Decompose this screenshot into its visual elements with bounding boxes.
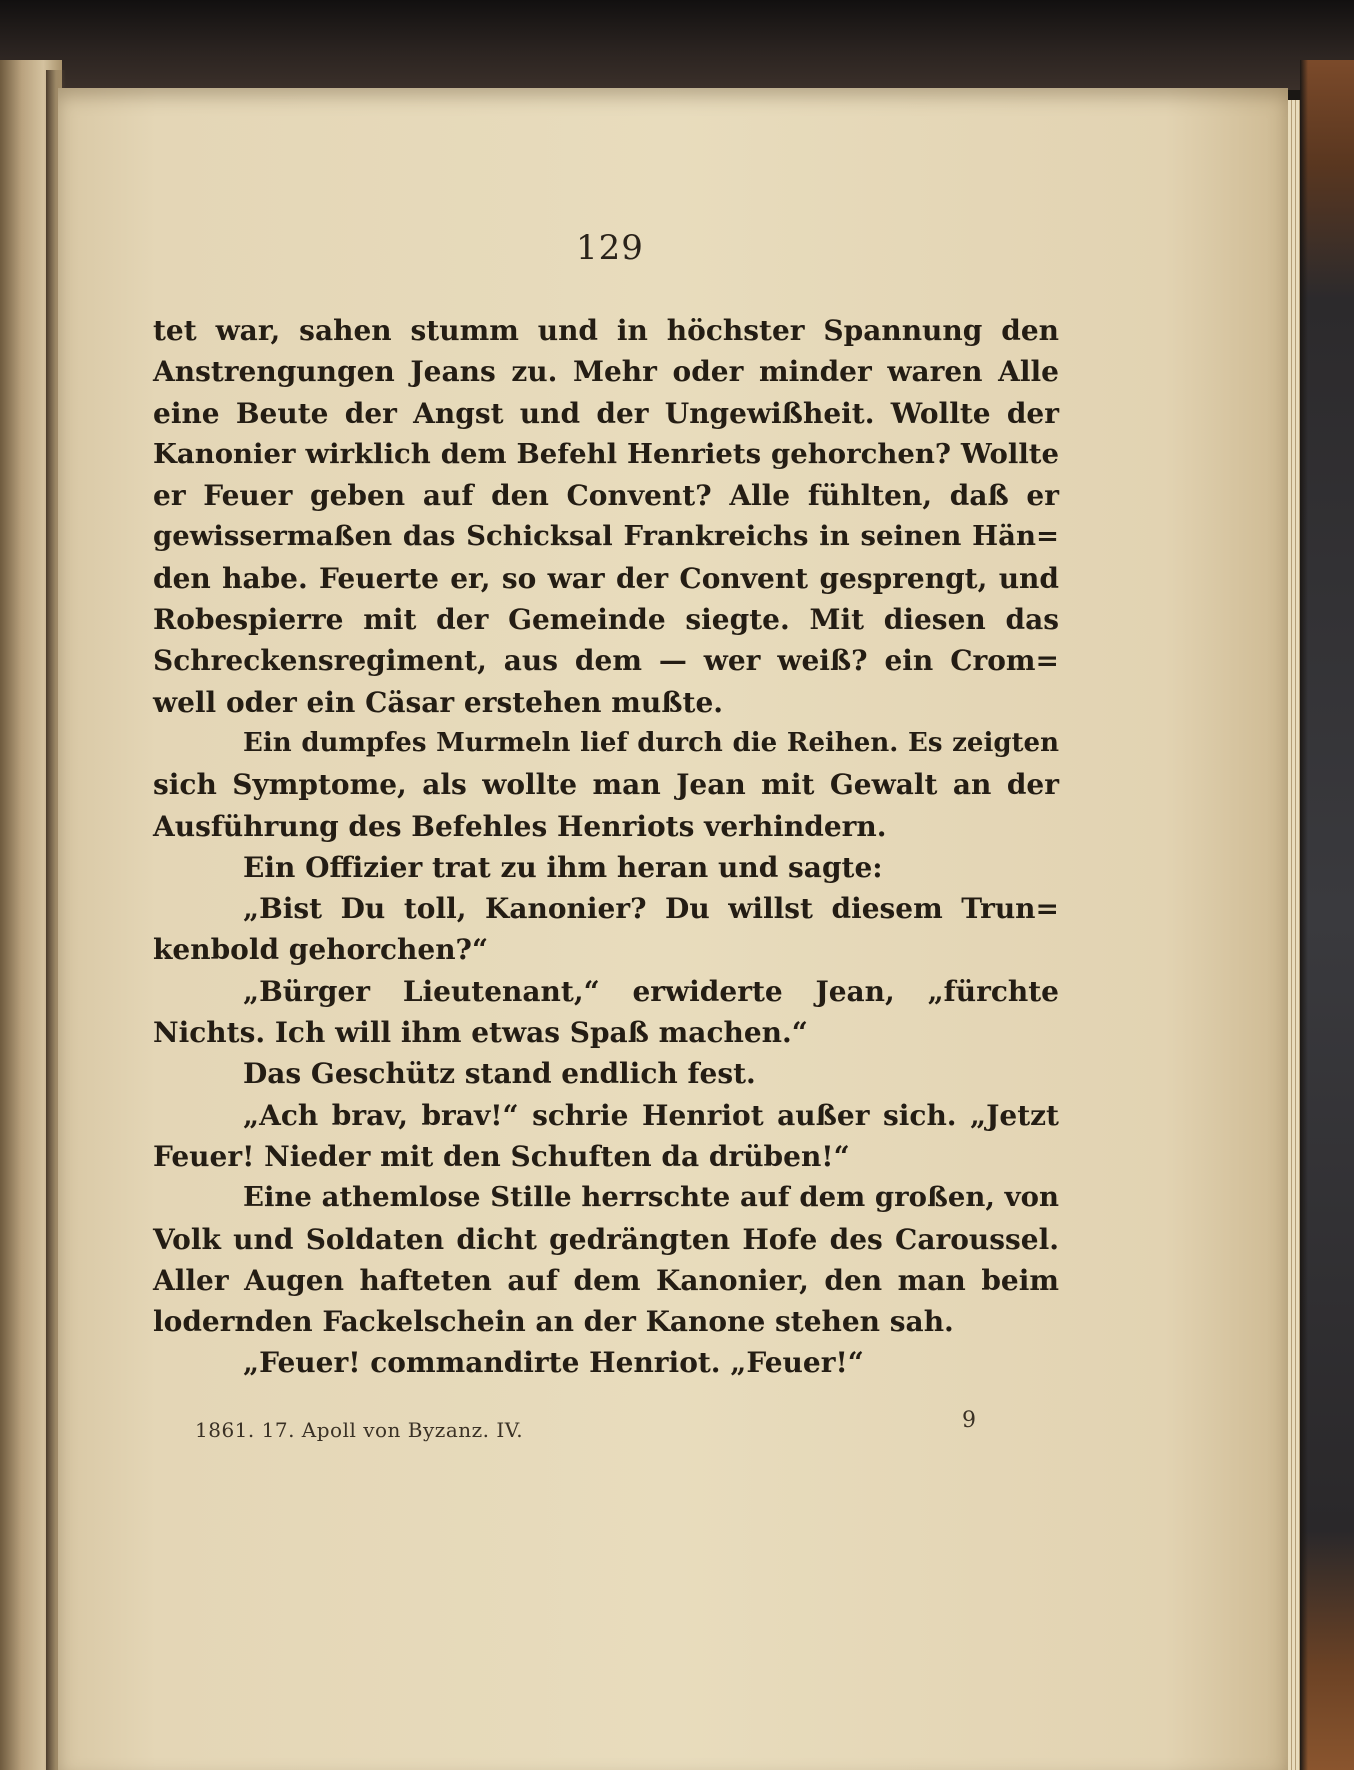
text-line: lodernden Fackelschein an der Kanone stehen sah. [153,1305,954,1339]
page-number: 129 [576,228,644,268]
text-line: Ein Offizier trat zu ihm heran und sagte: [243,850,883,884]
text-line: Schreckensregiment, aus dem — wer weiß? ein Crom= [153,644,1059,678]
text-line: Ausführung des Befehles Henriots verhindern. [153,809,887,843]
text-line: er Feuer geben auf den Convent? Alle fühlten, daß er [153,479,1059,513]
text-line: Kanonier wirklich dem Befehl Henriets gehorchen? Wollte [153,437,1059,470]
text-line: den habe. Feuerte er, so war der Convent gesprengt, und [153,561,1059,595]
text-line: Volk und Soldaten dicht gedrängten Hofe des Caroussel. [153,1222,1059,1256]
text-line: Aller Augen hafteten auf dem Kanonier, den man beim [153,1263,1059,1297]
text-line: Feuer! Nieder mit den Schuften da drüben!“ [153,1139,850,1173]
sheet-number: 9 [962,1408,976,1433]
text-line: Robespierre mit der Gemeinde siegte. Mit diesen das [153,603,1059,637]
text-line: „Bist Du toll, Kanonier? Du willst diesem Trun= [243,892,1059,926]
body-text [153,310,1059,1384]
text-line: „Bürger Lieutenant,“ erwiderte Jean, „fürchte [243,974,1059,1008]
text-line: Anstrengungen Jeans zu. Mehr oder minder waren Alle [153,355,1059,389]
text-line: Nichts. Ich will ihm etwas Spaß machen.“ [153,1016,808,1050]
text-line: Eine athemlose Stille herrschte auf dem großen, von [243,1181,1059,1214]
text-line: tet war, sahen stumm und in höchster Spannung den [153,314,1059,347]
text-line: eine Beute der Angst und der Ungewißheit. Wollte der [153,396,1059,430]
text-line: „Ach brav, brav!“ schrie Henriot außer sich. „Jetzt [243,1098,1059,1132]
text-line: well oder ein Cäsar erstehen mußte. [153,685,724,719]
text-line: gewissermaßen das Schicksal Frankreichs in seinen Hän= [153,520,1059,553]
book-cover-right [1300,60,1354,1770]
printer-signature: 1861. 17. Apoll von Byzanz. IV. [195,1418,524,1442]
text-line: Das Geschütz stand endlich fest. [243,1057,756,1091]
book-cover-top [0,0,1354,90]
text-line: „Feuer! commandirte Henriot. „Feuer!“ [243,1346,864,1380]
text-line: sich Symptome, als wollte man Jean mit Gewalt an der [153,768,1059,802]
text-line: kenbold gehorchen?“ [153,933,489,967]
text-line: Ein dumpfes Murmeln lief durch die Reihen. Es zeigten [243,727,1059,758]
